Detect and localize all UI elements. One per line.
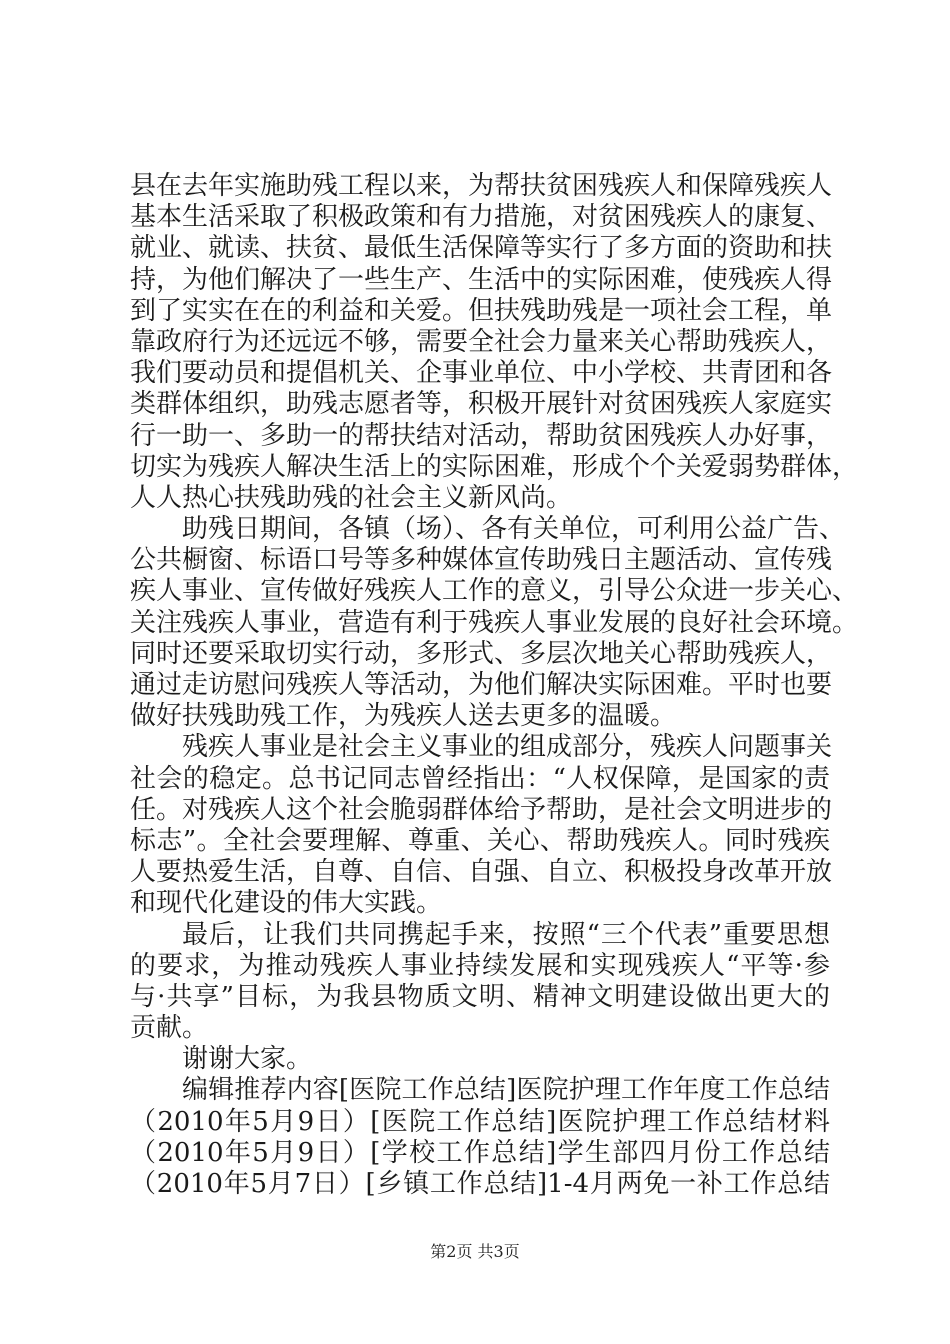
text-line: 类群体组织，助残志愿者等，积极开展针对贫困残疾人家庭实: [130, 389, 833, 420]
text-line: 社会的稳定。总书记同志曾经指出：“人权保障，是国家的责: [130, 763, 830, 794]
text-line: 持，为他们解决了一些生产、生活中的实际困难，使残疾人得: [130, 264, 833, 295]
text-line: 就业、就读、扶贫、最低生活保障等实行了多方面的资助和扶: [130, 233, 833, 264]
paragraph: [130, 920, 830, 1045]
paragraph: [130, 171, 859, 514]
text-line: 到了实实在在的利益和关爱。但扶残助残是一项社会工程，单: [130, 295, 833, 326]
text-line: 助残日期间，各镇（场）、各有关单位，可利用公益广告、: [182, 514, 846, 545]
text-line: 做好扶残助残工作，为残疾人送去更多的温暖。: [130, 701, 677, 732]
text-line: 我们要动员和提倡机关、企事业单位、中小学校、共青团和各: [130, 358, 833, 389]
paragraph: [130, 1075, 830, 1200]
text-line: 的要求，为推动残疾人事业持续发展和实现残疾人“平等·参: [130, 950, 830, 981]
paragraph: [130, 732, 833, 919]
text-line: 县在去年实施助残工程以来，为帮扶贫困残疾人和保障残疾人: [130, 171, 833, 201]
text-line: 最后，让我们共同携起手来，按照“三个代表”重要思想: [182, 919, 830, 950]
text-line: 人人热心扶残助残的社会主义新风尚。: [130, 482, 573, 513]
page-footer: 第2页 共3页: [430, 1242, 520, 1261]
paragraph: [130, 514, 859, 732]
text-line: 与·共享”目标，为我县物质文明、精神文明建设做出更大的: [130, 981, 830, 1012]
text-line: 行一助一、多助一的帮扶结对活动，帮助贫困残疾人办好事，: [130, 420, 833, 451]
text-line: 残疾人事业是社会主义事业的组成部分，残疾人问题事关: [182, 732, 833, 763]
text-line: 关注残疾人事业，营造有利于残疾人事业发展的良好社会环境。: [130, 607, 859, 638]
text-line: 和现代化建设的伟大实践。: [130, 888, 443, 919]
text-line: 贡献。: [130, 1013, 209, 1044]
text-line: 人要热爱生活，自尊、自信、自强、自立、积极投身改革开放: [130, 857, 833, 888]
text-line: 谢谢大家。: [182, 1044, 313, 1075]
text-line: 编辑推荐内容[医院工作总结]医院护理工作年度工作总结: [182, 1075, 830, 1106]
text-line: 切实为残疾人解决生活上的实际困难，形成个个关爱弱势群体，: [130, 451, 859, 482]
text-line: （2010年5月9日）[学校工作总结]学生部四月份工作总结: [130, 1137, 830, 1168]
text-line: 基本生活采取了积极政策和有力措施，对贫困残疾人的康复、: [130, 202, 833, 233]
text-line: （2010年5月9日）[医院工作总结]医院护理工作总结材料: [130, 1106, 830, 1137]
text-line: （2010年5月7日）[乡镇工作总结]1-4月两免一补工作总结: [130, 1169, 830, 1199]
text-line: 靠政府行为还远远不够，需要全社会力量来关心帮助残疾人，: [130, 326, 833, 357]
text-line: 通过走访慰问残疾人等活动，为他们解决实际困难。平时也要: [130, 670, 833, 700]
text-line: 任。对残疾人这个社会脆弱群体给予帮助，是社会文明进步的: [130, 794, 833, 825]
document-body: [130, 171, 859, 1200]
text-line: 同时还要采取切实行动，多形式、多层次地关心帮助残疾人，: [130, 638, 833, 669]
text-line: 疾人事业、宣传做好残疾人工作的意义，引导公众进一步关心、: [130, 576, 859, 607]
text-line: 公共橱窗、标语口号等多种媒体宣传助残日主题活动、宣传残: [130, 545, 833, 576]
paragraph: [130, 1044, 830, 1075]
text-line: 标志”。全社会要理解、尊重、关心、帮助残疾人。同时残疾: [130, 825, 830, 856]
